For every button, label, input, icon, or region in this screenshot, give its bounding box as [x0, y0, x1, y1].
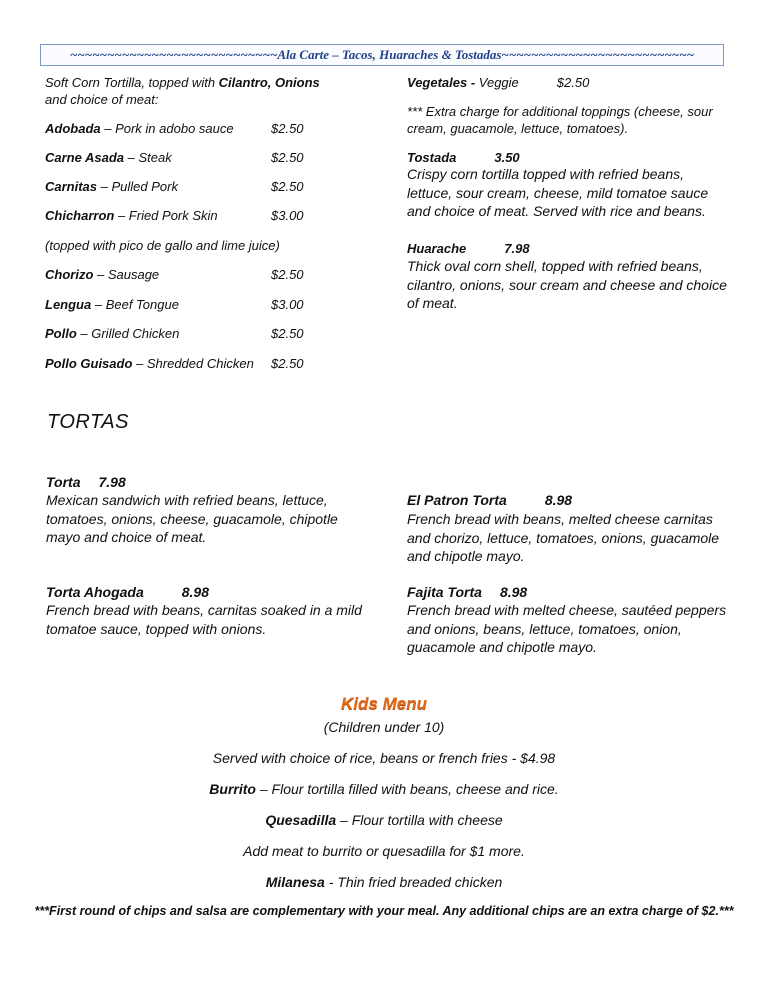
fajita-torta-title: Fajita Torta 8.98: [407, 584, 528, 600]
huarache-title: Huarache 7.98: [407, 241, 530, 256]
chips-salsa-footer-note: ***First round of chips and salsa are complementary with your meal. Any additional chips are an extra charge of $2.***: [34, 904, 734, 918]
menu-item-pollo-guisado: Pollo Guisado – Shredded Chicken $2.50: [45, 356, 304, 371]
section-banner-ala-carte: ~~~~~~~~~~~~~~~~~~~~~~~~~~~~Ala Carte – Tacos, Huaraches & Tostadas~~~~~~~~~~~~~~~~~~~~~~~~~~: [40, 44, 724, 66]
menu-item-vegetales: Vegetales - Veggie $2.50: [407, 75, 590, 90]
torta-title: Torta 7.98: [46, 474, 126, 490]
extra-charge-note: *** Extra charge for additional toppings (cheese, sour cream, guacamole, lettuce, tomatoes).: [407, 104, 713, 136]
tostada-description: Crispy corn tortilla topped with refried beans, lettuce, sour cream, cheese, mild tomatoe sauce and choice of meat. Served with rice and beans.: [407, 166, 709, 219]
menu-item-pollo: Pollo – Grilled Chicken $2.50: [45, 326, 304, 341]
kids-served-with: Served with choice of rice, beans or french fries - $4.98: [212, 750, 556, 766]
menu-item-chicharron: Chicharron – Fried Pork Skin $3.00: [45, 208, 304, 223]
el-patron-torta-title: El Patron Torta 8.98: [407, 492, 573, 508]
kids-add-meat-note: Add meat to burrito or quesadilla for $1 more.: [243, 843, 525, 859]
kids-age-note: (Children under 10): [323, 719, 445, 735]
torta-description: Mexican sandwich with refried beans, lettuce, tomatoes, onions, cheese, guacamole, chipotle mayo and choice of meat.: [46, 492, 338, 545]
menu-item-carnitas: Carnitas – Pulled Pork $2.50: [45, 179, 304, 194]
tostada-title: Tostada 3.50: [407, 150, 520, 165]
tortas-heading: TORTAS: [47, 411, 129, 433]
torta-ahogada-description: French bread with beans, carnitas soaked in a mild tomatoe sauce, topped with onions.: [46, 602, 362, 637]
menu-item-carne-asada: Carne Asada – Steak $2.50: [45, 150, 304, 165]
huarache-description: Thick oval corn shell, topped with refried beans, cilantro, onions, sour cream and cheese and choice of meat.: [407, 258, 727, 311]
menu-item-adobada: Adobada – Pork in adobo sauce $2.50: [45, 121, 304, 136]
el-patron-torta-description: French bread with beans, melted cheese carnitas and chorizo, lettuce, tomatoes, onions, guacamole and chipotle mayo.: [407, 511, 720, 564]
fajita-torta-description: French bread with melted cheese, sautéed peppers and onions, beans, lettuce, tomatoes, onion, guacamole and chipotle mayo.: [407, 602, 727, 655]
tacos-intro: Soft Corn Tortilla, topped with Cilantro, Onions and choice of meat:: [45, 75, 320, 107]
menu-item-chorizo: Chorizo – Sausage $2.50: [45, 267, 304, 282]
kids-menu-heading: Kids Menu: [341, 694, 427, 713]
kids-item-quesadilla: Quesadilla – Flour tortilla with cheese: [265, 812, 503, 828]
kids-item-milanesa: Milanesa - Thin fried breaded chicken: [265, 874, 503, 890]
menu-item-lengua: Lengua – Beef Tongue $3.00: [45, 297, 304, 312]
kids-item-burrito: Burrito – Flour tortilla filled with beans, cheese and rice.: [209, 781, 559, 797]
tacos-note: (topped with pico de gallo and lime juice): [45, 238, 280, 253]
torta-ahogada-title: Torta Ahogada 8.98: [46, 584, 209, 600]
